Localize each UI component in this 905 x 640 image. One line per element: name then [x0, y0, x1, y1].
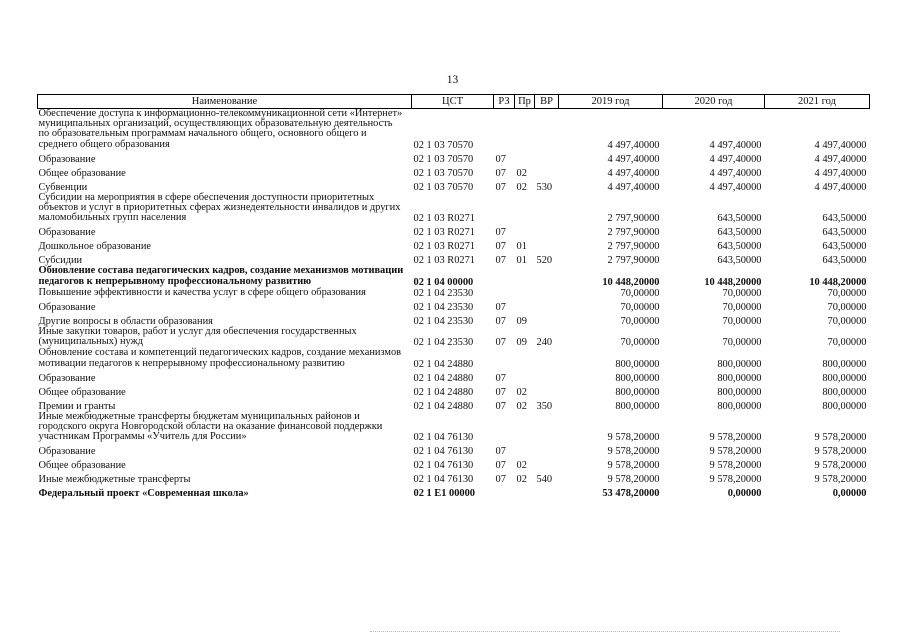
- cell-pr: 09: [516, 337, 527, 349]
- cell-vr: 540: [536, 474, 553, 486]
- cell-cst: 02 1 04 00000: [413, 276, 474, 288]
- cell-y2020: 800,00000: [717, 358, 762, 370]
- cell-vr: [535, 151, 559, 165]
- cell-vr: [535, 485, 559, 499]
- cell-y2019: 2 797,90000: [607, 255, 660, 267]
- cell-rz: 07: [495, 460, 506, 472]
- cell-rz: [494, 412, 515, 444]
- cell-vr: 350: [536, 400, 553, 412]
- cell-y2020: 800,00000: [717, 372, 762, 384]
- header-vr: ВР: [535, 95, 559, 109]
- cell-vr: [535, 238, 559, 252]
- cell-name: Обновление состава педагогических кадров, создание механизмов мотивации педагогов к непрерывному профессиональному развитию: [38, 265, 404, 287]
- cell-y2020: 4 497,40000: [709, 139, 762, 151]
- cell-y2020: 9 578,20000: [709, 432, 762, 444]
- table-row: [38, 288, 870, 299]
- table-row: [38, 412, 870, 444]
- cell-vr: 240: [536, 337, 553, 349]
- table-row: [38, 266, 870, 287]
- cell-rz: 07: [495, 153, 506, 165]
- cell-pr: 01: [516, 255, 527, 267]
- cell-rz: 07: [495, 167, 506, 179]
- cell-cst: 02 1 04 23530: [413, 315, 474, 327]
- cell-cst: 02 1 03 70570: [413, 167, 474, 179]
- cell-name: Образование: [38, 446, 96, 458]
- table-row: [38, 457, 870, 471]
- cell-y2021: 70,00000: [827, 301, 867, 313]
- cell-y2019: 9 578,20000: [607, 460, 660, 472]
- cell-name: Образование: [38, 153, 96, 165]
- cell-cst: 02 1 04 76130: [413, 474, 474, 486]
- cell-y2019: 800,00000: [615, 386, 660, 398]
- cell-vr: 520: [536, 255, 553, 267]
- cell-rz: [494, 193, 515, 225]
- cell-cst: 02 1 04 24880: [413, 400, 474, 412]
- cell-y2020: 10 448,20000: [704, 276, 762, 288]
- cell-y2021: 800,00000: [822, 400, 867, 412]
- cell-name: Иные закупки товаров, работ и услуг для обеспечения государственных (муниципальных) нужд: [38, 326, 357, 348]
- table-row: [38, 348, 870, 369]
- table-row: [38, 151, 870, 165]
- cell-y2019: 10 448,20000: [602, 276, 660, 288]
- cell-y2020: 70,00000: [722, 301, 762, 313]
- cell-y2020: 4 497,40000: [709, 167, 762, 179]
- cell-y2021: 70,00000: [827, 287, 867, 299]
- cell-rz: [494, 348, 515, 369]
- cell-cst: 02 1 04 23530: [413, 301, 474, 313]
- cell-vr: [535, 443, 559, 457]
- cell-y2021: 800,00000: [822, 358, 867, 370]
- cell-cst: 02 1 04 76130: [413, 432, 474, 444]
- cell-vr: 530: [536, 181, 553, 193]
- cell-pr: 02: [516, 400, 527, 412]
- cell-y2020: 9 578,20000: [709, 474, 762, 486]
- cell-rz: 07: [495, 337, 506, 349]
- table-row: [38, 327, 870, 348]
- cell-vr: [535, 224, 559, 238]
- cell-vr: [535, 299, 559, 313]
- cell-y2020: 70,00000: [722, 287, 762, 299]
- cell-y2021: 0,00000: [832, 488, 867, 500]
- cell-cst: 02 1 03 R0271: [413, 213, 475, 225]
- cell-y2020: 9 578,20000: [709, 446, 762, 458]
- page-number: 13: [446, 74, 459, 86]
- table-header: [38, 95, 870, 109]
- table-row: [38, 179, 870, 193]
- cell-cst: 02 1 03 70570: [413, 153, 474, 165]
- cell-name: Общее образование: [38, 460, 126, 472]
- cell-name: Иные межбюджетные трансферты бюджетам муниципальных районов и городского округа Новгородской области на оказание финансовой поддержки участникам Программы «Учитель для России»: [38, 410, 383, 443]
- cell-name: Другие вопросы в области образования: [38, 315, 213, 327]
- cell-cst: 02 1 04 76130: [413, 446, 474, 458]
- cell-y2019: 9 578,20000: [607, 446, 660, 458]
- cell-y2019: 4 497,40000: [607, 181, 660, 193]
- cell-y2019: 9 578,20000: [607, 474, 660, 486]
- cell-vr: [535, 370, 559, 384]
- cell-y2021: 643,50000: [822, 213, 867, 225]
- cell-rz: [494, 266, 515, 287]
- cell-vr: [535, 193, 559, 225]
- cell-cst: 02 1 03 R0271: [413, 227, 475, 239]
- cell-y2019: 4 497,40000: [607, 167, 660, 179]
- cell-y2021: 800,00000: [822, 386, 867, 398]
- cell-cst: 02 1 03 70570: [413, 181, 474, 193]
- header-name: Наименование: [38, 95, 412, 109]
- table-row: [38, 443, 870, 457]
- table-row: [38, 485, 870, 499]
- cell-y2019: 70,00000: [620, 287, 660, 299]
- cell-name: Общее образование: [38, 386, 126, 398]
- cell-pr: 01: [516, 241, 527, 253]
- cell-pr: [515, 370, 535, 384]
- header-2019: 2019 год: [559, 95, 663, 109]
- cell-y2020: 643,50000: [717, 213, 762, 225]
- cell-y2019: 70,00000: [620, 337, 660, 349]
- cell-cst: 02 1 04 23530: [413, 337, 474, 349]
- cell-name: Общее образование: [38, 167, 126, 179]
- cell-y2020: 4 497,40000: [709, 153, 762, 165]
- cell-name: Обновление состава и компетенций педагогических кадров, создание механизмов мотивации педагогов к непрерывному профессиональному развитию: [38, 347, 402, 369]
- table-row: [38, 165, 870, 179]
- cell-name: Премии и гранты: [38, 400, 116, 412]
- cell-vr: [535, 457, 559, 471]
- cell-cst: 02 1 03 R0271: [413, 241, 475, 253]
- cell-rz: 07: [495, 241, 506, 253]
- cell-cst: 02 1 03 R0271: [413, 255, 475, 267]
- cell-vr: [535, 109, 559, 151]
- table-row: [38, 370, 870, 384]
- header-rz: РЗ: [494, 95, 515, 109]
- header-2021: 2021 год: [765, 95, 870, 109]
- cell-name: Образование: [38, 301, 96, 313]
- cell-y2021: 9 578,20000: [814, 446, 867, 458]
- cell-y2021: 10 448,20000: [809, 276, 867, 288]
- cell-vr: [535, 266, 559, 287]
- cell-pr: [515, 224, 535, 238]
- cell-y2021: 70,00000: [827, 337, 867, 349]
- cell-y2021: 70,00000: [827, 315, 867, 327]
- cell-y2020: 70,00000: [722, 337, 762, 349]
- cell-y2021: 4 497,40000: [814, 139, 867, 151]
- cell-vr: [535, 412, 559, 444]
- cell-y2019: 4 497,40000: [607, 153, 660, 165]
- cell-cst: 02 1 E1 00000: [413, 488, 475, 500]
- cell-y2019: 2 797,90000: [607, 227, 660, 239]
- cell-pr: [515, 266, 535, 287]
- cell-y2019: 2 797,90000: [607, 213, 660, 225]
- cell-pr: [515, 348, 535, 369]
- table-body: [38, 109, 870, 500]
- budget-table: [37, 94, 870, 499]
- cell-rz: 07: [495, 474, 506, 486]
- cell-vr: [535, 165, 559, 179]
- cell-name: Иные межбюджетные трансферты: [38, 474, 191, 486]
- cell-y2019: 53 478,20000: [602, 488, 660, 500]
- cell-cst: 02 1 04 23530: [413, 287, 474, 299]
- table-row: [38, 471, 870, 485]
- cell-rz: 07: [495, 386, 506, 398]
- page-bottom-edge: [370, 631, 840, 635]
- cell-rz: 07: [495, 315, 506, 327]
- cell-pr: [515, 443, 535, 457]
- cell-pr: 09: [516, 315, 527, 327]
- cell-y2021: 4 497,40000: [814, 167, 867, 179]
- cell-rz: 07: [495, 255, 506, 267]
- cell-name: Образование: [38, 372, 96, 384]
- cell-y2020: 9 578,20000: [709, 460, 762, 472]
- table-row: [38, 238, 870, 252]
- header-pr: Пр: [515, 95, 535, 109]
- cell-vr: [535, 313, 559, 327]
- table-row: [38, 252, 870, 266]
- cell-name: Субвенции: [38, 181, 88, 193]
- header-cst: ЦСТ: [412, 95, 494, 109]
- cell-vr: [535, 384, 559, 398]
- cell-rz: 07: [495, 372, 506, 384]
- cell-pr: [515, 412, 535, 444]
- cell-rz: [494, 288, 515, 299]
- cell-vr: [535, 348, 559, 369]
- cell-name: Повышение эффективности и качества услуг в сфере общего образования: [38, 286, 366, 298]
- header-row: [38, 95, 870, 109]
- table-row: [38, 299, 870, 313]
- table-row: [38, 398, 870, 412]
- table-row: [38, 313, 870, 327]
- cell-y2019: 800,00000: [615, 372, 660, 384]
- cell-y2020: 643,50000: [717, 227, 762, 239]
- cell-name: Образование: [38, 227, 96, 239]
- cell-y2021: 9 578,20000: [814, 460, 867, 472]
- cell-y2021: 643,50000: [822, 227, 867, 239]
- cell-pr: 02: [516, 474, 527, 486]
- cell-cst: 02 1 04 24880: [413, 386, 474, 398]
- cell-vr: [535, 288, 559, 299]
- cell-y2019: 800,00000: [615, 400, 660, 412]
- cell-pr: 02: [516, 460, 527, 472]
- cell-name: Субсидии: [38, 255, 83, 267]
- cell-rz: 07: [495, 446, 506, 458]
- cell-pr: [515, 288, 535, 299]
- cell-y2019: 2 797,90000: [607, 241, 660, 253]
- cell-cst: 02 1 04 24880: [413, 372, 474, 384]
- cell-name: Субсидии на мероприятия в сфере обеспечения доступности приоритетных объектов и услуг в приоритетных сферах жизнедеятельности инвалидов и других маломобильных групп населения: [38, 191, 401, 224]
- cell-y2021: 643,50000: [822, 241, 867, 253]
- cell-name: Дошкольное образование: [38, 241, 152, 253]
- cell-rz: 07: [495, 181, 506, 193]
- cell-y2021: 9 578,20000: [814, 474, 867, 486]
- cell-y2020: 800,00000: [717, 386, 762, 398]
- table-row: [38, 384, 870, 398]
- cell-pr: [515, 151, 535, 165]
- cell-pr: 02: [516, 167, 527, 179]
- cell-pr: 02: [516, 386, 527, 398]
- cell-pr: [515, 193, 535, 225]
- cell-y2021: 800,00000: [822, 372, 867, 384]
- cell-y2020: 70,00000: [722, 315, 762, 327]
- cell-pr: [515, 485, 535, 499]
- cell-pr: 02: [516, 181, 527, 193]
- cell-pr: [515, 109, 535, 151]
- cell-cst: 02 1 04 76130: [413, 460, 474, 472]
- cell-rz: [494, 109, 515, 151]
- cell-y2019: 70,00000: [620, 315, 660, 327]
- cell-name: Обеспечение доступа к информационно-телекоммуникационной сети «Интернет» муниципальных организаций, осуществляющих образовательную деятельность по образовательным программам начального общего, основного общего и среднего общего образования: [38, 108, 403, 150]
- cell-y2021: 4 497,40000: [814, 181, 867, 193]
- cell-rz: [494, 485, 515, 499]
- cell-y2019: 800,00000: [615, 358, 660, 370]
- cell-y2021: 9 578,20000: [814, 432, 867, 444]
- cell-y2021: 4 497,40000: [814, 153, 867, 165]
- table-row: [38, 193, 870, 225]
- cell-rz: 07: [495, 400, 506, 412]
- cell-y2021: 643,50000: [822, 255, 867, 267]
- cell-y2019: 70,00000: [620, 301, 660, 313]
- cell-y2019: 4 497,40000: [607, 139, 660, 151]
- cell-rz: 07: [495, 227, 506, 239]
- cell-rz: 07: [495, 301, 506, 313]
- header-2020: 2020 год: [663, 95, 765, 109]
- cell-pr: [515, 299, 535, 313]
- cell-y2020: 643,50000: [717, 255, 762, 267]
- table-row: [38, 224, 870, 238]
- cell-cst: 02 1 04 24880: [413, 358, 474, 370]
- cell-y2020: 800,00000: [717, 400, 762, 412]
- cell-cst: 02 1 03 70570: [413, 139, 474, 151]
- cell-y2020: 643,50000: [717, 241, 762, 253]
- table-row: [38, 109, 870, 151]
- cell-y2020: 4 497,40000: [709, 181, 762, 193]
- cell-y2020: 0,00000: [727, 488, 762, 500]
- cell-name: Федеральный проект «Современная школа»: [38, 488, 249, 500]
- cell-y2019: 9 578,20000: [607, 432, 660, 444]
